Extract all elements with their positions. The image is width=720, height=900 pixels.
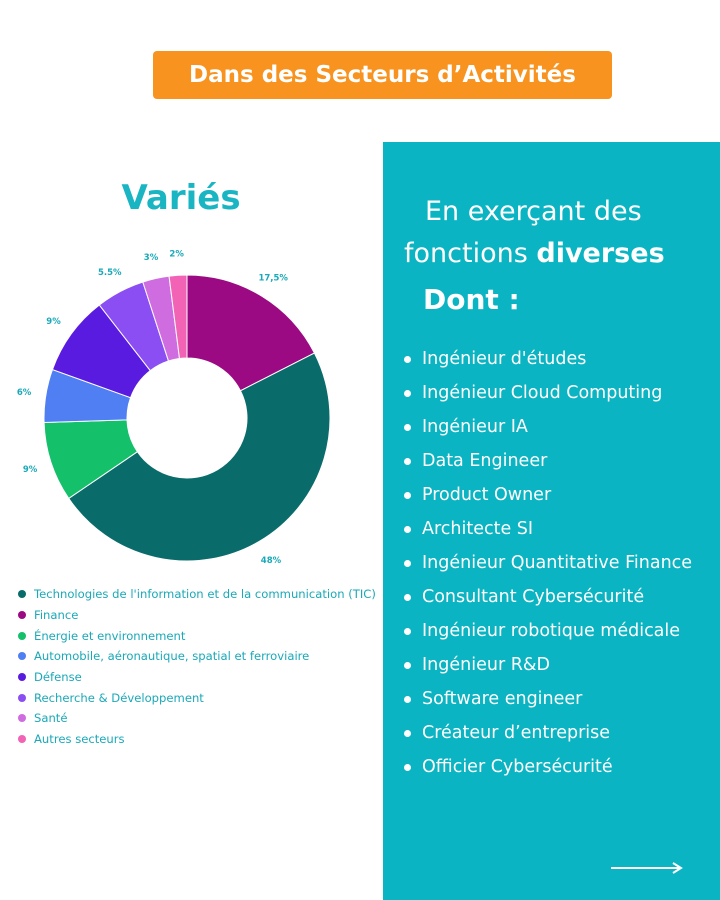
function-item	[404, 682, 692, 716]
bullet-icon	[404, 424, 411, 431]
panel-intro-line2	[383, 233, 720, 275]
function-label: Data Engineer	[422, 451, 548, 471]
bullet-icon	[404, 492, 411, 499]
legend-dot	[18, 714, 26, 722]
slice-label: 3%	[143, 252, 159, 263]
panel-intro-line1: En exerçant des	[425, 196, 642, 227]
function-label: Ingénieur d'études	[422, 349, 587, 369]
function-item	[404, 342, 692, 376]
function-label: Architecte SI	[422, 519, 534, 539]
function-item	[404, 376, 692, 410]
header-badge	[153, 51, 612, 99]
legend-item	[18, 646, 380, 667]
legend-label: Énergie et environnement	[34, 628, 186, 643]
bullet-icon	[404, 628, 411, 635]
function-label: Créateur d’entreprise	[422, 723, 611, 743]
bullet-icon	[404, 730, 411, 737]
slice-label: 2%	[169, 249, 184, 260]
function-label: Consultant Cybersécurité	[422, 587, 645, 607]
slice-label: 6%	[16, 388, 32, 399]
legend-dot	[18, 673, 26, 681]
bullet-icon	[404, 696, 411, 703]
header-title: Dans des Secteurs d’Activités	[189, 62, 576, 88]
function-label: Ingénieur Quantitative Finance	[422, 553, 693, 573]
function-item	[404, 444, 692, 478]
dont-label: Dont :	[423, 283, 520, 316]
legend-label: Défense	[34, 670, 82, 685]
bullet-icon	[404, 594, 411, 601]
legend-label: Santé	[34, 711, 68, 726]
slice-label: 5.5%	[98, 268, 122, 279]
function-item	[404, 750, 692, 784]
chart-legend	[18, 584, 380, 750]
panel-intro-prefix: fonctions	[404, 238, 528, 269]
function-item	[404, 716, 692, 750]
bullet-icon	[404, 764, 411, 771]
panel-intro-bold: diverses	[536, 238, 665, 269]
function-item	[404, 478, 692, 512]
legend-item	[18, 667, 380, 688]
function-label: Ingénieur IA	[422, 417, 528, 437]
bullet-icon	[404, 458, 411, 465]
function-label: Ingénieur robotique médicale	[422, 621, 681, 641]
bullet-icon	[404, 356, 411, 363]
functions-list	[404, 342, 692, 784]
slice-label: 9%	[46, 317, 61, 328]
function-label: Officier Cybersécurité	[422, 757, 613, 777]
slice-label: 9%	[22, 464, 38, 475]
function-item	[404, 546, 692, 580]
legend-dot	[18, 735, 26, 743]
panel-intro	[383, 191, 720, 275]
function-item	[404, 648, 692, 682]
functions-panel	[383, 142, 720, 900]
legend-item	[18, 605, 380, 626]
bullet-icon	[404, 662, 411, 669]
legend-item	[18, 729, 380, 750]
legend-dot	[18, 632, 26, 640]
function-item	[404, 410, 692, 444]
bullet-icon	[404, 390, 411, 397]
function-item	[404, 512, 692, 546]
legend-item	[18, 708, 380, 729]
legend-dot	[18, 590, 26, 598]
legend-item	[18, 625, 380, 646]
legend-label: Finance	[34, 608, 79, 623]
legend-dot	[18, 611, 26, 619]
bullet-icon	[404, 526, 411, 533]
function-label: Product Owner	[422, 485, 552, 505]
legend-item	[18, 584, 380, 605]
legend-item	[18, 687, 380, 708]
function-label: Ingénieur Cloud Computing	[422, 383, 663, 403]
function-label: Software engineer	[422, 689, 583, 709]
arrow-right-icon[interactable]	[611, 860, 687, 876]
bullet-icon	[404, 560, 411, 567]
left-title: Variés	[121, 178, 241, 218]
legend-label: Automobile, aéronautique, spatial et ferroviaire	[34, 649, 310, 664]
legend-dot	[18, 694, 26, 702]
legend-dot	[18, 652, 26, 660]
slice-label: 17,5%	[258, 273, 288, 284]
function-item	[404, 614, 692, 648]
function-label: Ingénieur R&D	[422, 655, 550, 675]
legend-label: Autres secteurs	[34, 732, 125, 747]
function-item	[404, 580, 692, 614]
slice-label: 48%	[260, 556, 282, 567]
donut-chart	[0, 240, 382, 580]
legend-label: Technologies de l'information et de la communication (TIC)	[34, 587, 376, 602]
legend-label: Recherche & Développement	[34, 690, 204, 705]
